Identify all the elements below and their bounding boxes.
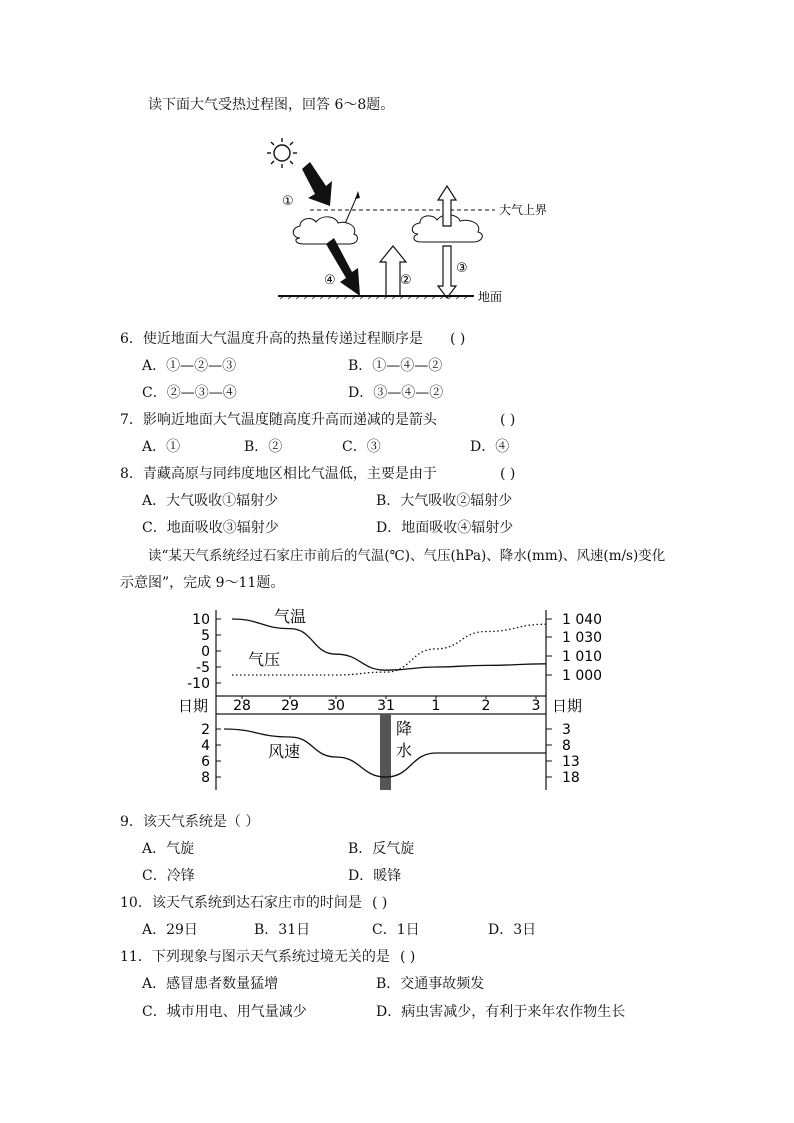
x-category-label: 31 [377, 698, 395, 714]
lower-right-axis [562, 722, 580, 786]
q8-option-d[interactable]: D．地面吸收④辐射少 [376, 520, 514, 536]
q11-option-b[interactable]: B．交通事故频发 [376, 976, 485, 992]
q8-answer-paren: ( ) [500, 466, 516, 482]
ul-tick-m5: -5 [196, 660, 210, 676]
series-label-temperature: 气温 [274, 607, 307, 626]
arrow-3-atmospheric-radiation-down [438, 246, 456, 298]
series-label-wind-speed: 风速 [268, 742, 301, 761]
q8-option-c[interactable]: C．地面吸收③辐射少 [142, 520, 279, 536]
q6-stem: 6．使近地面大气温度升高的热量传递过程顺序是 [120, 331, 423, 347]
ll-tick-8: 8 [201, 770, 210, 786]
marker-3: ③ [456, 261, 468, 276]
q7-option-b[interactable]: B．② [244, 439, 283, 455]
ul-tick-m10: -10 [187, 676, 210, 692]
q10-option-c[interactable]: C．1日 [372, 922, 420, 938]
ul-tick-10: 10 [192, 612, 210, 628]
precipitation-label-2: 水 [396, 741, 413, 760]
q9-option-d[interactable]: D．暖锋 [348, 868, 402, 884]
x-category-label: 3 [531, 698, 541, 714]
ul-tick-0: 0 [201, 644, 210, 660]
q10-option-d[interactable]: D．3日 [488, 922, 537, 938]
lr-tick-18: 18 [562, 770, 580, 786]
x-categories [233, 696, 540, 714]
x-category-label: 29 [281, 698, 299, 714]
sun-icon [267, 138, 297, 168]
ll-tick-2: 2 [201, 722, 210, 738]
q11-option-a[interactable]: A．感冒患者数量猛增 [142, 976, 279, 992]
atmosphere-heating-diagram [260, 136, 548, 312]
marker-1: ① [282, 194, 294, 209]
q10-option-a[interactable]: A．29日 [142, 922, 198, 938]
lr-tick-8: 8 [562, 738, 571, 754]
ground-label: 地面 [478, 290, 503, 304]
q9-option-b[interactable]: B．反气旋 [348, 841, 415, 857]
q6-option-d[interactable]: D．③—④—② [348, 385, 444, 401]
q10-option-b[interactable]: B．31日 [254, 922, 311, 938]
marker-2: ② [400, 273, 412, 288]
lr-tick-3: 3 [562, 722, 571, 738]
arrow-2-ground-radiation [380, 246, 406, 296]
q9-option-a[interactable]: A．气旋 [142, 841, 195, 857]
x-axis-label-left: 日期 [178, 697, 209, 715]
ul-tick-5: 5 [201, 628, 210, 644]
q11-answer-paren: ( ) [400, 949, 416, 965]
marker-4: ④ [324, 273, 336, 288]
q6-option-b[interactable]: B．①—④—② [348, 358, 443, 374]
ur-tick-1030: 1 030 [562, 630, 603, 646]
q10-stem: 10．该天气系统到达石家庄市的时间是 [120, 895, 362, 911]
q10-answer-paren: ( ) [372, 895, 388, 911]
upper-right-axis [562, 612, 602, 684]
x-category-label: 28 [233, 698, 251, 714]
ur-tick-1010: 1 010 [562, 649, 603, 665]
lower-left-axis [201, 722, 210, 786]
q7-option-c[interactable]: C．③ [342, 439, 381, 455]
q11-option-d[interactable]: D．病虫害减少，有利于来年农作物生长 [376, 1004, 626, 1020]
q7-answer-paren: ( ) [500, 412, 516, 428]
q8-option-b[interactable]: B．大气吸收②辐射少 [376, 493, 513, 509]
q6-option-c[interactable]: C．②—③—④ [142, 385, 237, 401]
q9-stem: 9．该天气系统是（ ） [120, 814, 260, 830]
q7-stem: 7．影响近地面大气温度随高度升高而递减的是箭头 [120, 412, 437, 428]
q8-option-a[interactable]: A．大气吸收①辐射少 [142, 493, 279, 509]
q11-option-c[interactable]: C．城市用电、用气量减少 [142, 1004, 307, 1020]
cloud-left [293, 217, 357, 244]
q6-answer-paren: ( ) [450, 331, 466, 347]
ll-tick-6: 6 [201, 754, 210, 770]
upper-left-axis [187, 612, 210, 692]
q9-option-c[interactable]: C．冷锋 [142, 868, 195, 884]
q8-stem: 8．青藏高原与同纬度地区相比气温低，主要是由于 [120, 466, 437, 482]
lr-tick-13: 13 [562, 754, 580, 770]
intro-text-2-line-2: 示意图”，完成 9～11题。 [120, 575, 285, 591]
q7-option-d[interactable]: D．④ [470, 439, 510, 455]
precipitation-bar [380, 714, 391, 790]
q7-option-a[interactable]: A．① [142, 439, 181, 455]
x-category-label: 1 [431, 698, 441, 714]
intro-text-2-line-1: 读“某天气系统经过石家庄市前后的气温(℃)、气压(hPa)、降水(mm)、风速(m/s)变化 [148, 548, 666, 564]
ll-tick-4: 4 [201, 738, 210, 754]
intro-text-1: 读下面大气受热过程图，回答 6～8题。 [148, 97, 395, 113]
arrow-1-solar-radiation [302, 162, 332, 206]
precipitation-label-1: 降 [396, 719, 413, 738]
q11-stem: 11．下列现象与图示天气系统过境无关的是 [120, 949, 390, 965]
q6-option-a[interactable]: A．①—②—③ [142, 358, 237, 374]
ur-tick-1040: 1 040 [562, 612, 603, 628]
ur-tick-1000: 1 000 [562, 668, 603, 684]
upper-boundary-label: 大气上界 [499, 203, 548, 217]
x-axis-label-right: 日期 [552, 697, 583, 715]
series-label-pressure: 气压 [248, 650, 281, 669]
x-category-label: 30 [327, 698, 345, 714]
x-category-label: 2 [481, 698, 491, 714]
weather-system-chart [150, 600, 630, 800]
